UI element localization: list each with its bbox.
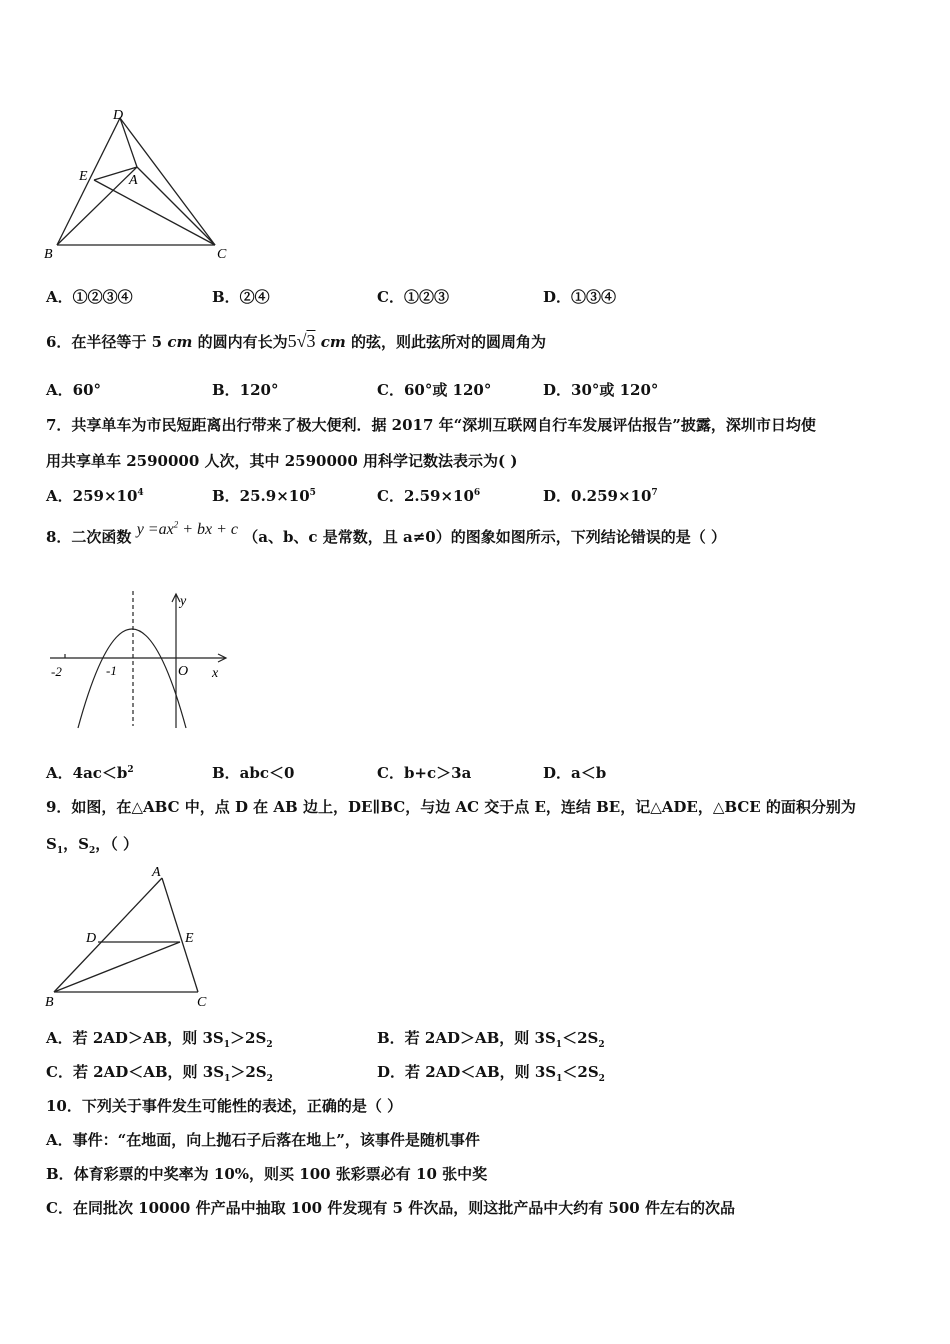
q9-option-d: D．若 2AD＜AB，则 $3S_1<2S_2$	[377, 1063, 605, 1084]
q6-option-c: C．60°或 120°	[377, 381, 492, 399]
q8-post: （a、b、c 是常数，且 a≠0）的图象如图所示，下列结论错误的是（ ）	[243, 528, 726, 546]
q8-option-a: A．$4ac<b^2$	[46, 764, 134, 782]
q5-option-c: C．①②③	[377, 288, 449, 306]
q6-radical: 5√3	[287, 331, 316, 351]
tick-label-neg2: -2	[51, 664, 62, 679]
q6-option-d: D．30°或 120°	[543, 381, 659, 399]
q8-stem	[46, 519, 726, 547]
q5-option-b: B．②④	[212, 288, 270, 306]
q5-option-d: D．①③④	[543, 288, 617, 306]
q8-option-c: C．b+c＞3a	[377, 764, 472, 782]
label-d: D	[113, 108, 124, 123]
q9-option-a: A．若 2AD＞AB，则 $3S_1>2S_2$	[46, 1029, 273, 1050]
label-c: C	[197, 995, 207, 1010]
q7-option-d: D．$0.259\times 10^7$	[543, 487, 658, 505]
q6-option-a: A．60°	[46, 381, 102, 399]
q6-mid: 的圆内有长为	[192, 333, 288, 351]
q8-formula: $y =ax^2$ + bx + c	[136, 519, 238, 538]
q6-stem	[46, 331, 546, 352]
q9-option-b: B．若 2AD＞AB，则 $3S_1<2S_2$	[377, 1029, 605, 1050]
q9-stem-line1: 9．如图，在△ABC 中，点 D 在 AB 边上，DE∥BC，与边 AC 交于点 E，连结 BE，记△ADE，△BCE 的面积分别为	[46, 798, 856, 816]
q10-option-c: C．在同批次 10000 件产品中抽取 100 件发现有 5 件次品，则这批产品中大约有 500 件左右的次品	[46, 1199, 735, 1217]
label-b: B	[44, 247, 53, 262]
origin-label: O	[178, 664, 189, 679]
label-d: D	[86, 931, 97, 946]
q7-stem-line2: 用共享单车 2590000 人次，其中 2590000 用科学记数法表示为( )	[46, 452, 518, 470]
q5-option-a: A．①②③④	[46, 288, 133, 306]
q7-option-c: C．$2.59\times 10^6$	[377, 487, 481, 505]
q10-option-a: A．事件：“在地面，向上抛石子后落在地上”，该事件是随机事件	[46, 1131, 480, 1149]
q6-unit-1: cm	[167, 333, 193, 351]
q9-stem-line2: $S_1$，$S_2$，（ ）	[46, 835, 138, 856]
q6-option-b: B．120°	[212, 381, 279, 399]
parabola-graph-q8	[44, 588, 234, 733]
q6-pre: 6．在半径等于 5	[46, 333, 168, 351]
q9-option-c: C．若 2AD＜AB，则 $3S_1>2S_2$	[46, 1063, 273, 1084]
triangle-figure-q5	[40, 100, 240, 270]
label-e: E	[79, 169, 88, 184]
q6-coef: 5	[287, 331, 297, 351]
q10-stem: 10．下列关于事件发生可能性的表述，正确的是（ ）	[46, 1097, 403, 1115]
q6-radicand: 3	[306, 331, 316, 351]
tick-label-neg1: -1	[106, 663, 117, 678]
triangle-figure-q9	[40, 860, 225, 1015]
label-e: E	[185, 931, 194, 946]
q10-option-b: B．体育彩票的中奖率为 10%，则买 100 张彩票必有 10 张中奖	[46, 1165, 488, 1183]
label-a: A	[152, 865, 161, 880]
y-axis-label: y	[180, 594, 187, 609]
q8-option-b: B．abc＜0	[212, 764, 295, 782]
q7-option-a: A．$259\times 10^4$	[46, 487, 144, 505]
q6-unit-2: cm	[320, 333, 346, 351]
x-axis-label: x	[212, 666, 219, 681]
label-c: C	[217, 247, 227, 262]
q8-option-d: D．a＜b	[543, 764, 607, 782]
label-b: B	[45, 995, 54, 1010]
q8-pre: 8．二次函数	[46, 528, 132, 546]
q7-option-b: B．$25.9\times 10^5$	[212, 487, 316, 505]
q7-stem-line1: 7．共享单车为市民短距离出行带来了极大便利．据 2017 年“深圳互联网自行车发展评估报告”披露，深圳市日均使	[46, 416, 816, 434]
label-a: A	[129, 173, 138, 188]
q6-post: 的弦，则此弦所对的圆周角为	[345, 333, 546, 351]
